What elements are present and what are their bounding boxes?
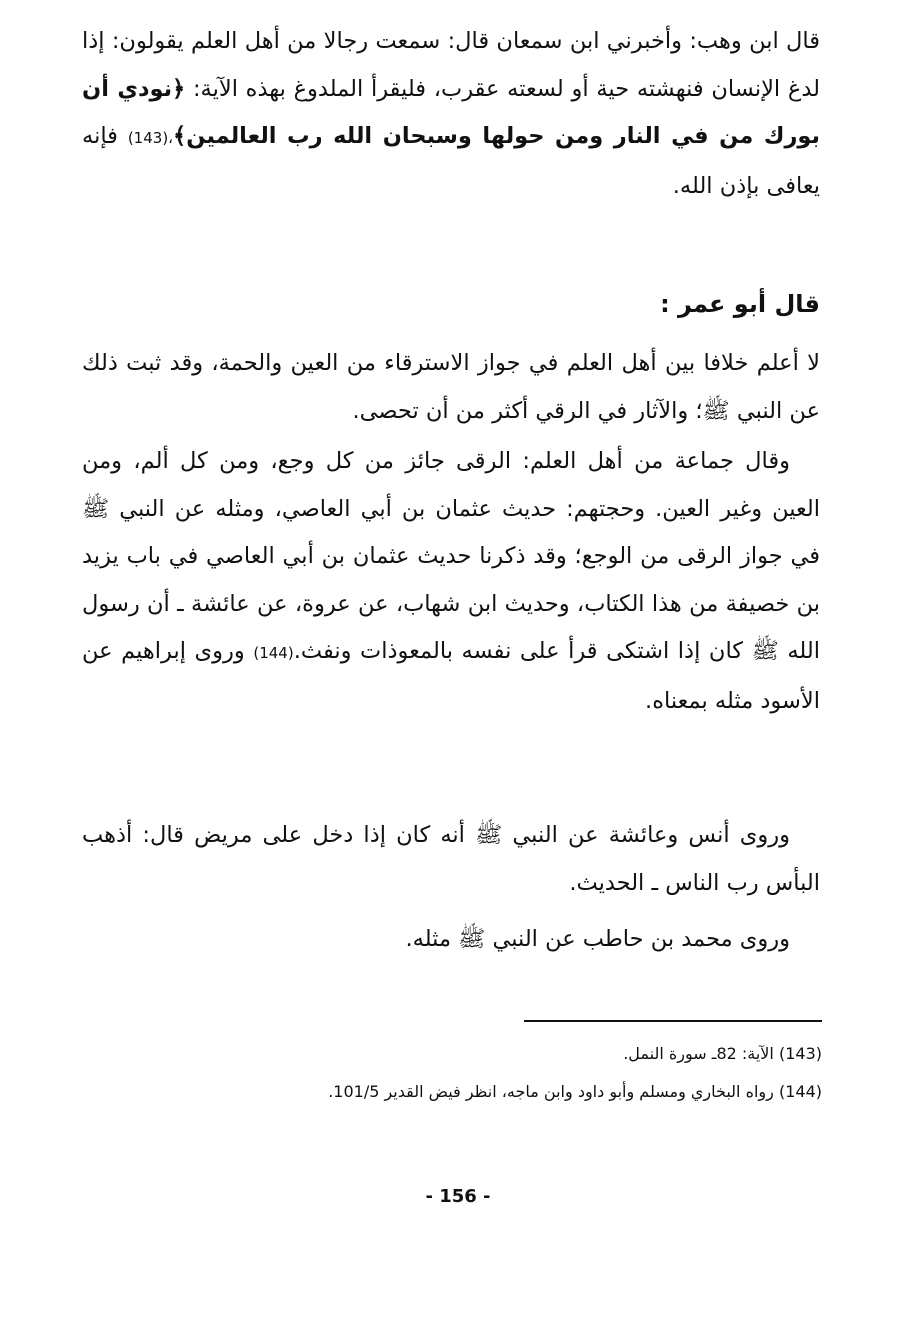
paragraph-text: وقال جماعة من أهل العلم: الرقى جائز من كل وجع، ومن كل ألم، ومن العين وغير العين. وحجتهم: حديث عثمان بن أبي العاصي، ومثله عن النبي ﷺ في جواز الرقى من الوجع؛ وقد ذكرنا حديث عثمان بن أبي العاصي في باب يزيد بن خصيفة من هذا الكتاب، وحديث ابن شهاب، عن عروة، عن عائشة ـ أن رسول الله ﷺ كان إذا اشتكى قرأ على نفسه بالمعوذات ونفث.: [82, 448, 820, 664]
footnote-ref-143: ،(143): [127, 129, 174, 147]
paragraph-text: لا أعلم خلافا بين أهل العلم في جواز الاسترقاء من العين والحمة، وقد ثبت ذلك عن النبي ﷺ؛ والآثار في الرقي أكثر من أن تحصى.: [82, 350, 820, 424]
footnote-143: (143) الآية: 82ـ سورة النمل.: [623, 1044, 822, 1063]
paragraph-text: وروى إبراهيم عن الأسود مثله بمعناه.: [82, 638, 820, 714]
paragraph-text: قال ابن وهب: وأخبرني ابن سمعان قال: سمعت رجالا من أهل العلم يقولون: إذا لدغ الإنسان فنهشته حية أو لسعته عقرب، فليقرأ الملدوغ بهذه الآية:: [82, 28, 820, 102]
quran-verse: ﴿نودي أن بورك من في النار ومن حولها وسبحان الله رب العالمين﴾: [82, 75, 820, 149]
footnote-144: (144) رواه البخاري ومسلم وأبو داود وابن ماجه، انظر فيض القدير 101/5.: [328, 1082, 822, 1101]
paragraph-ibn-wahb: [82, 18, 820, 210]
footnote-divider: [524, 1020, 822, 1022]
footnote-ref-144: (144): [253, 644, 294, 662]
page-number: - 156 -: [425, 1186, 491, 1207]
paragraph-text: وروى محمد بن حاطب عن النبي ﷺ مثله.: [405, 926, 790, 952]
paragraph-text: وروى أنس وعائشة عن النبي ﷺ أنه كان إذا دخل على مريض قال: أذهب البأس رب الناس ـ الحديث.: [82, 822, 820, 896]
paragraph-no-disagreement: [82, 340, 820, 435]
paragraph-muhammad-hatib: [82, 916, 820, 964]
section-heading: قال أبو عمر :: [660, 290, 820, 318]
paragraph-text: فإنه يعافى بإذن الله.: [82, 123, 820, 199]
paragraph-scholars-group: [82, 438, 820, 725]
paragraph-anas-aisha: [82, 812, 820, 907]
